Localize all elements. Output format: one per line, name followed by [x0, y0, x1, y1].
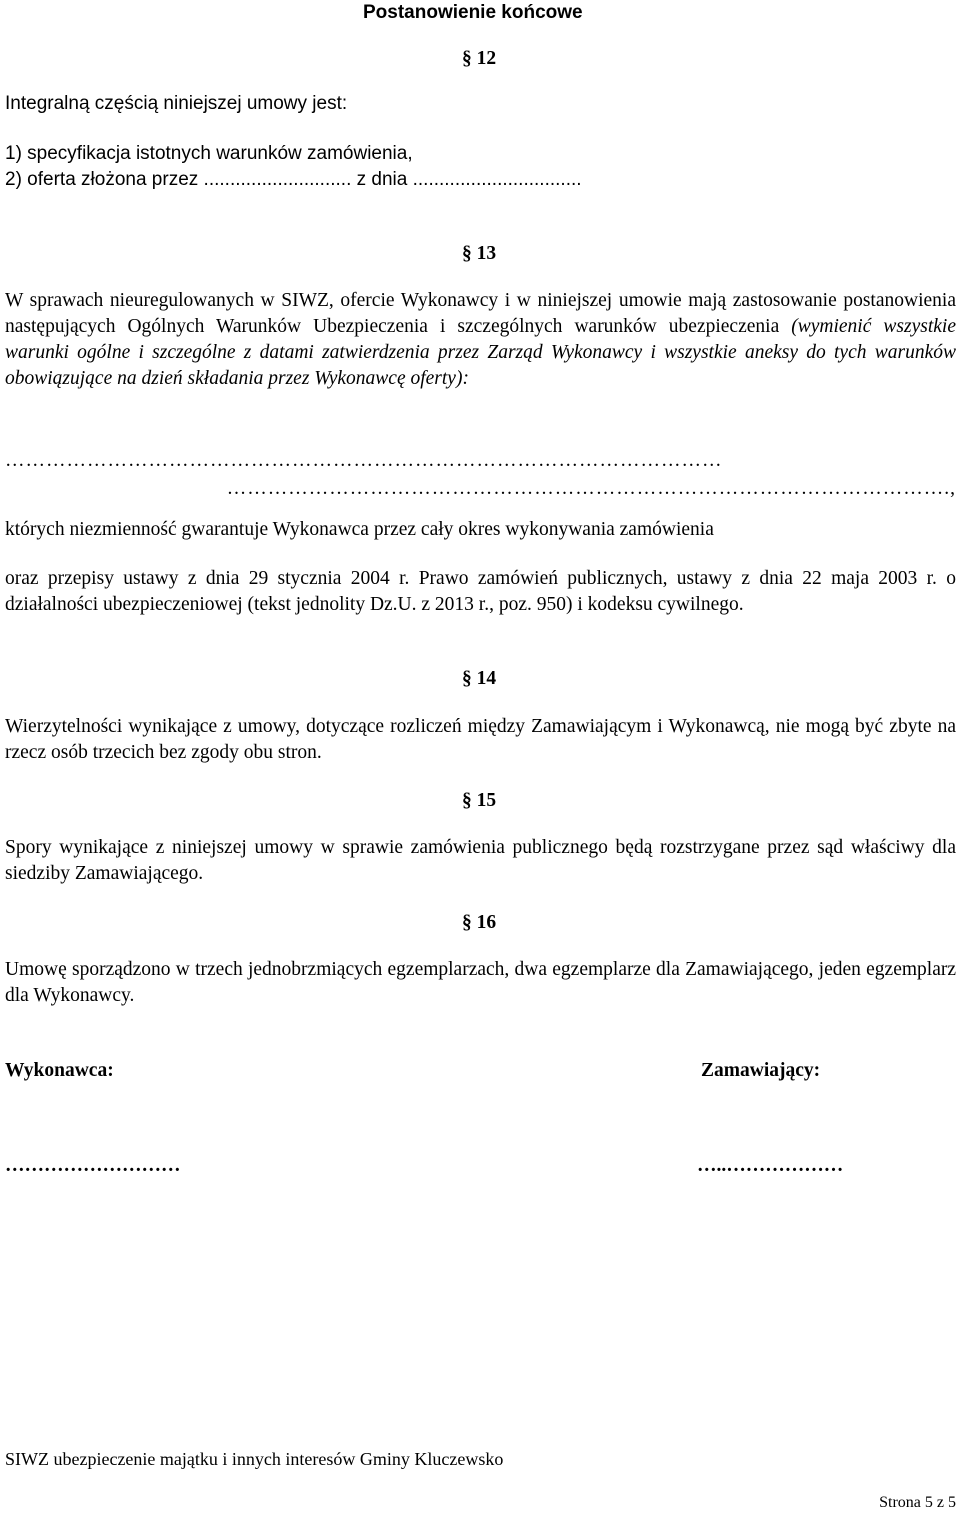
section-13-number: § 13 [462, 243, 497, 264]
section-16-number: § 16 [462, 912, 497, 933]
section-16-text: Umowę sporządzono w trzech jednobrzmiących egzemplarzach, dwa egzemplarze dla Zamawiającego, jeden egzemplarz dla Wykonawcy. [5, 959, 956, 1006]
section-13-guarantee: których niezmienność gwarantuje Wykonawca przez cały okres wykonywania zamówienia [5, 519, 714, 540]
fill-in-line-2: ……………………………………………………………………………………………., [226, 478, 956, 499]
section-14-text: Wierzytelności wynikające z umowy, dotyczące rozliczeń między Zamawiającym i Wykonawcą, nie mogą być zbyte na rzecz osób trzecich bez zgody obu stron. [5, 716, 956, 763]
section-14-number: § 14 [462, 668, 497, 689]
section-13-law: oraz przepisy ustawy z dnia 29 stycznia 2004 r. Prawo zamówień publicznych, ustawy z dnia 22 maja 2003 r. o działalności ubezpieczeniowej (tekst jednolity Dz.U. z 2013 r., poz. 950) i kodeksu cywilnego. [5, 568, 956, 615]
signature-contractor-line: ……………………… [5, 1155, 181, 1176]
footer-text: SIWZ ubezpieczenie majątku i innych interesów Gminy Kluczewsko [5, 1449, 504, 1469]
section-12-item-2: 2) oferta złożona przez ............................ z dnia ................................ [5, 169, 582, 190]
section-15-text: Spory wynikające z niniejszej umowy w sprawie zamówienia publicznego będą rozstrzygane przez sąd właściwy dla siedziby Zamawiającego. [5, 837, 956, 884]
page-number: Strona 5 z 5 [879, 1494, 956, 1511]
section-12-item-1: 1) specyfikacja istotnych warunków zamówienia, [5, 143, 413, 164]
signature-client-line: …..……………… [697, 1155, 844, 1176]
section-13-italic-text: (wymienić wszystkie warunki ogólne i szczególne z datami zatwierdzenia przez Zarząd Wykonawcy i wszystkie aneksy do tych warunków obowiązujące na dzień składania przez Wykonawcę oferty): [5, 316, 956, 389]
signature-contractor-label: Wykonawca: [5, 1060, 114, 1081]
section-13-paragraph [5, 288, 956, 392]
page-heading: Postanowienie końcowe [363, 2, 583, 23]
signature-client-label: Zamawiający: [701, 1060, 821, 1081]
section-13-text: W sprawach nieuregulowanych w SIWZ, ofercie Wykonawcy i w niniejszej umowie mają zastosowanie postanowienia następujących Ogólnych Warunków Ubezpieczenia i szczególnych warunków ubezpieczenia [5, 290, 956, 337]
section-12-intro: Integralną częścią niniejszej umowy jest: [5, 93, 348, 114]
section-12-number: § 12 [462, 48, 497, 69]
fill-in-line-1: …………………………………………………………………………………………… [5, 450, 723, 471]
section-15-number: § 15 [462, 790, 497, 811]
